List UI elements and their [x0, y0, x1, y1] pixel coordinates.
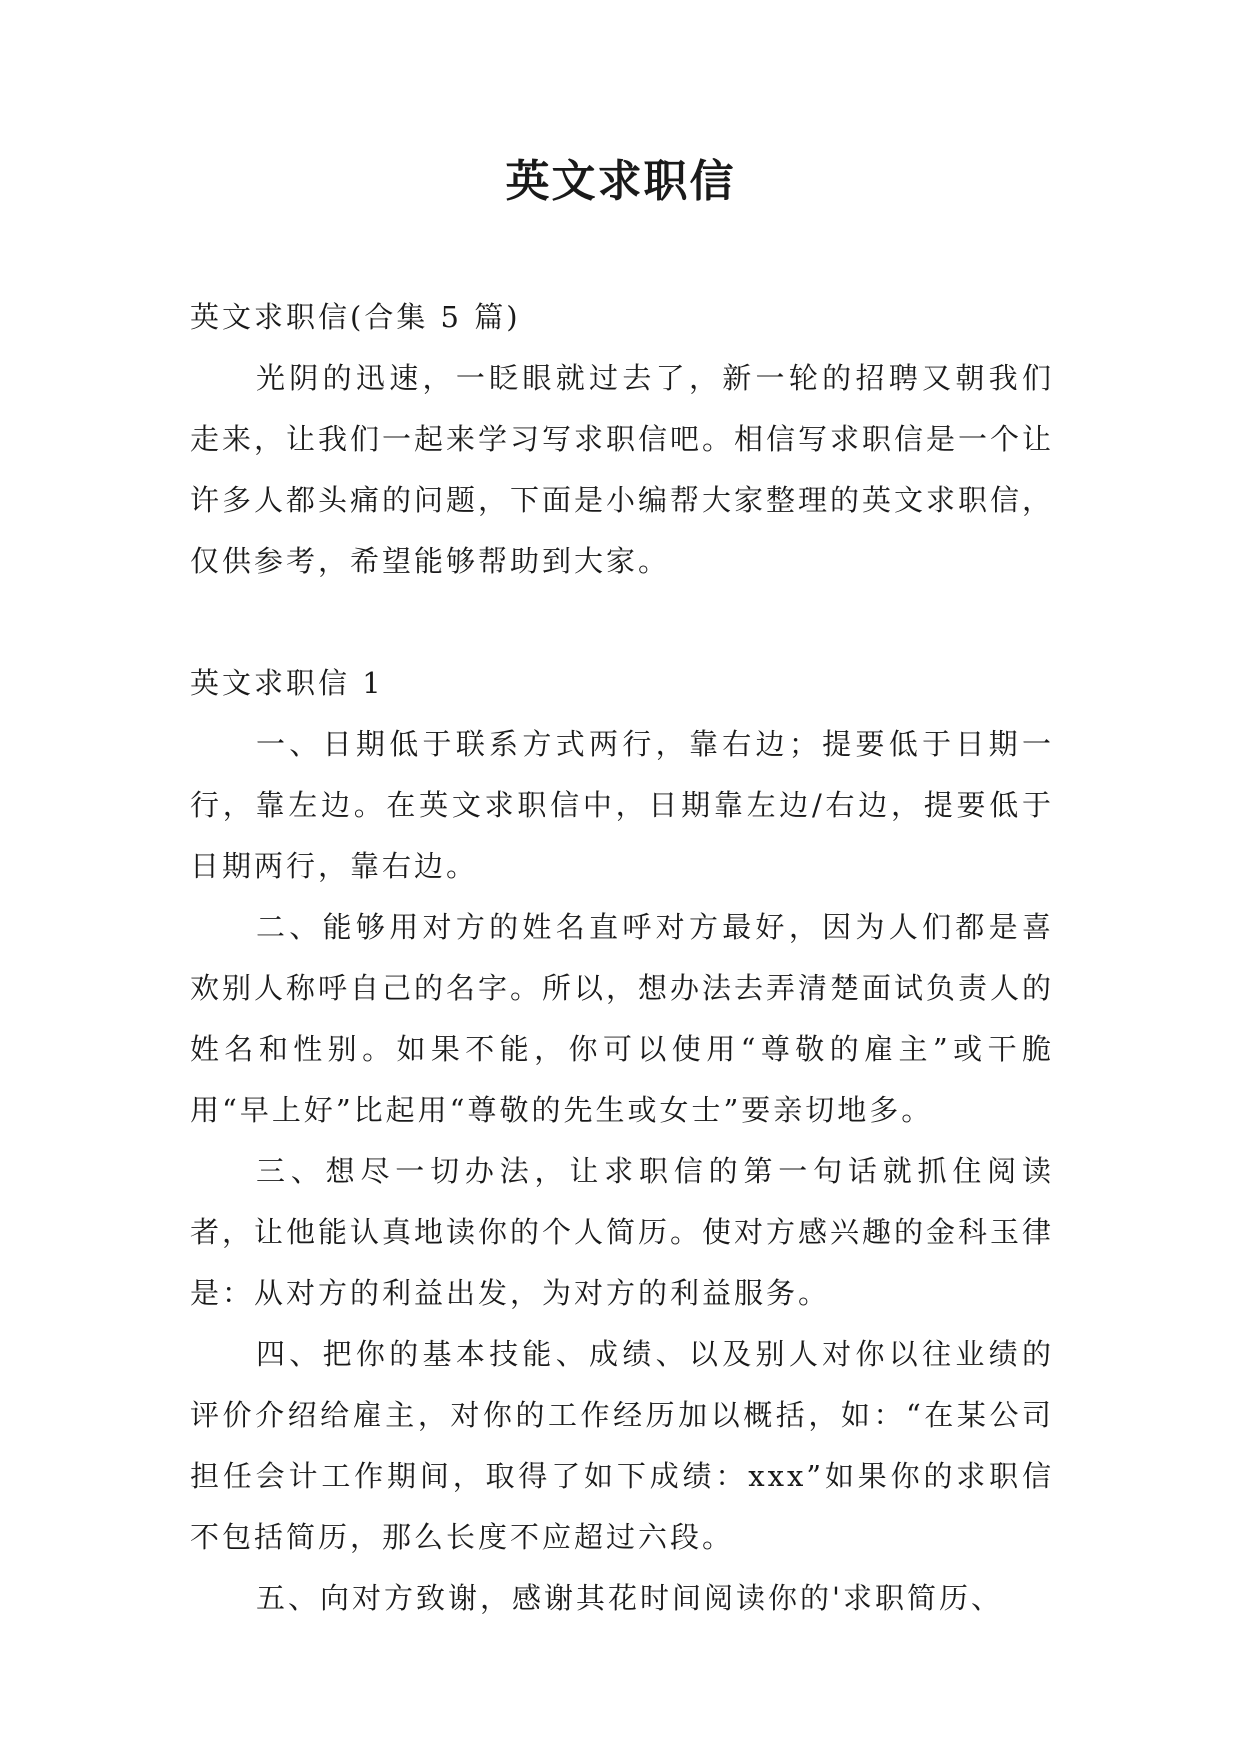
document-title: 英文求职信	[505, 156, 736, 207]
body-paragraph: 五、向对方致谢，感谢其花时间阅读你的'求职简历、	[256, 1581, 1003, 1615]
paragraph-spacer	[190, 592, 1054, 653]
document-body	[190, 287, 1054, 1629]
collection-subtitle: 英文求职信(合集 5 篇)	[190, 300, 521, 334]
body-paragraph: 二、能够用对方的姓名直呼对方最好，因为人们都是喜欢别人称呼自己的名字。所以，想办法去弄清楚面试负责人的姓名和性别。如果不能，你可以使用“尊敬的雇主”或干脆用“早上好”比起用“尊敬的先生或女士”要亲切地多。	[190, 910, 1055, 1127]
body-paragraph: 三、想尽一切办法，让求职信的第一句话就抓住阅读者，让他能认真地读你的个人简历。使对方感兴趣的金科玉律是：从对方的利益出发，为对方的利益服务。	[190, 1154, 1055, 1310]
section-heading: 英文求职信 1	[190, 666, 384, 700]
body-paragraph: 一、日期低于联系方式两行，靠右边；提要低于日期一行，靠左边。在英文求职信中，日期靠左边/右边，提要低于日期两行，靠右边。	[190, 727, 1054, 883]
intro-paragraph: 光阴的迅速，一眨眼就过去了，新一轮的招聘又朝我们走来，让我们一起来学习写求职信吧。相信写求职信是一个让许多人都头痛的问题，下面是小编帮大家整理的英文求职信，仅供参考，希望能够帮助到大家。	[190, 361, 1055, 578]
body-paragraph: 四、把你的基本技能、成绩、以及别人对你以往业绩的评价介绍给雇主，对你的工作经历加以概括，如：“在某公司担任会计工作期间，取得了如下成绩：xxx”如果你的求职信不包括简历，那么长度不应超过六段。	[190, 1337, 1054, 1554]
